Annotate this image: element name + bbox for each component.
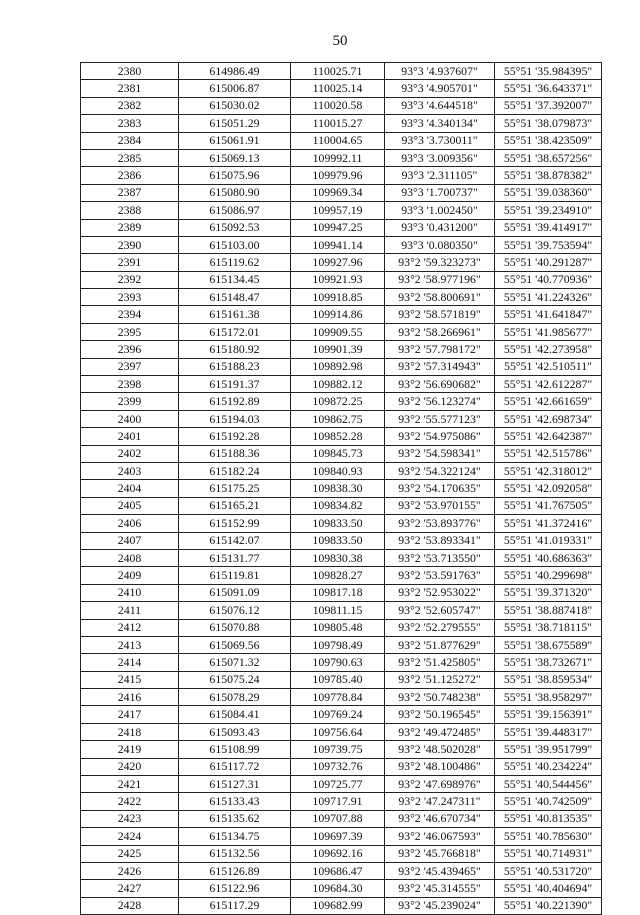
x-coordinate-cell: 615117.72	[179, 758, 291, 775]
latitude-cell: 55°51 '39.753594"	[495, 236, 602, 253]
y-coordinate-cell: 109817.18	[291, 584, 385, 601]
latitude-cell: 55°51 '42.698734"	[495, 410, 602, 427]
x-coordinate-cell: 615134.75	[179, 828, 291, 845]
page-number: 50	[332, 33, 348, 49]
longitude-cell: 93°3 '3.009356"	[385, 149, 495, 166]
table-row	[81, 671, 602, 688]
table-row	[81, 115, 602, 132]
y-coordinate-cell: 110015.27	[291, 115, 385, 132]
longitude-cell: 93°2 '53.893341"	[385, 532, 495, 549]
latitude-cell: 55°51 '40.813535"	[495, 810, 602, 827]
latitude-cell: 55°51 '40.299698"	[495, 567, 602, 584]
longitude-cell: 93°3 '4.905701"	[385, 80, 495, 97]
latitude-cell: 55°51 '40.404694"	[495, 880, 602, 897]
latitude-cell: 55°51 '41.019331"	[495, 532, 602, 549]
point-number-cell: 2419	[81, 741, 179, 758]
y-coordinate-cell: 109834.82	[291, 497, 385, 514]
longitude-cell: 93°2 '54.975086"	[385, 428, 495, 445]
x-coordinate-cell: 615152.99	[179, 515, 291, 532]
table-row	[81, 462, 602, 479]
y-coordinate-cell: 109697.39	[291, 828, 385, 845]
y-coordinate-cell: 110025.71	[291, 63, 385, 80]
table-row	[81, 567, 602, 584]
point-number-cell: 2402	[81, 445, 179, 462]
x-coordinate-cell: 615182.24	[179, 462, 291, 479]
point-number-cell: 2392	[81, 271, 179, 288]
x-coordinate-cell: 615172.01	[179, 323, 291, 340]
table-row	[81, 306, 602, 323]
table-row	[81, 776, 602, 793]
table-row	[81, 428, 602, 445]
table-row	[81, 828, 602, 845]
y-coordinate-cell: 109892.98	[291, 358, 385, 375]
table-row	[81, 549, 602, 566]
latitude-cell: 55°51 '42.318012"	[495, 462, 602, 479]
longitude-cell: 93°3 '0.431200"	[385, 219, 495, 236]
table-row	[81, 289, 602, 306]
point-number-cell: 2400	[81, 410, 179, 427]
y-coordinate-cell: 109732.76	[291, 758, 385, 775]
x-coordinate-cell: 615180.92	[179, 341, 291, 358]
y-coordinate-cell: 109830.38	[291, 549, 385, 566]
table-row	[81, 63, 602, 80]
table-row	[81, 741, 602, 758]
point-number-cell: 2407	[81, 532, 179, 549]
table-row	[81, 358, 602, 375]
table-row	[81, 149, 602, 166]
x-coordinate-cell: 615135.62	[179, 810, 291, 827]
x-coordinate-cell: 615122.96	[179, 880, 291, 897]
point-number-cell: 2414	[81, 654, 179, 671]
longitude-cell: 93°2 '46.670734"	[385, 810, 495, 827]
latitude-cell: 55°51 '42.661659"	[495, 393, 602, 410]
longitude-cell: 93°2 '48.502028"	[385, 741, 495, 758]
point-number-cell: 2384	[81, 132, 179, 149]
y-coordinate-cell: 109957.19	[291, 202, 385, 219]
table-row	[81, 167, 602, 184]
table-row	[81, 97, 602, 114]
latitude-cell: 55°51 '40.686363"	[495, 549, 602, 566]
x-coordinate-cell: 615126.89	[179, 862, 291, 879]
point-number-cell: 2406	[81, 515, 179, 532]
x-coordinate-cell: 615165.21	[179, 497, 291, 514]
x-coordinate-cell: 615175.25	[179, 480, 291, 497]
table-row	[81, 236, 602, 253]
x-coordinate-cell: 615117.29	[179, 897, 291, 914]
latitude-cell: 55°51 '35.984395"	[495, 63, 602, 80]
longitude-cell: 93°2 '53.970155"	[385, 497, 495, 514]
y-coordinate-cell: 109725.77	[291, 776, 385, 793]
point-number-cell: 2396	[81, 341, 179, 358]
table-row	[81, 410, 602, 427]
longitude-cell: 93°3 '1.700737"	[385, 184, 495, 201]
point-number-cell: 2426	[81, 862, 179, 879]
x-coordinate-cell: 615069.56	[179, 636, 291, 653]
y-coordinate-cell: 109778.84	[291, 689, 385, 706]
x-coordinate-cell: 615148.47	[179, 289, 291, 306]
point-number-cell: 2408	[81, 549, 179, 566]
longitude-cell: 93°3 '1.002450"	[385, 202, 495, 219]
y-coordinate-cell: 109717.91	[291, 793, 385, 810]
x-coordinate-cell: 615133.43	[179, 793, 291, 810]
point-number-cell: 2421	[81, 776, 179, 793]
x-coordinate-cell: 615092.53	[179, 219, 291, 236]
longitude-cell: 93°2 '58.800691"	[385, 289, 495, 306]
latitude-cell: 55°51 '38.718115"	[495, 619, 602, 636]
point-number-cell: 2401	[81, 428, 179, 445]
point-number-cell: 2420	[81, 758, 179, 775]
x-coordinate-cell: 615093.43	[179, 723, 291, 740]
longitude-cell: 93°2 '50.748238"	[385, 689, 495, 706]
point-number-cell: 2380	[81, 63, 179, 80]
latitude-cell: 55°51 '40.531720"	[495, 862, 602, 879]
y-coordinate-cell: 109909.55	[291, 323, 385, 340]
x-coordinate-cell: 615070.88	[179, 619, 291, 636]
point-number-cell: 2393	[81, 289, 179, 306]
y-coordinate-cell: 109769.24	[291, 706, 385, 723]
latitude-cell: 55°51 '38.657256"	[495, 149, 602, 166]
point-number-cell: 2385	[81, 149, 179, 166]
latitude-cell: 55°51 '40.234224"	[495, 758, 602, 775]
longitude-cell: 93°2 '53.591763"	[385, 567, 495, 584]
longitude-cell: 93°3 '0.080350"	[385, 236, 495, 253]
point-number-cell: 2427	[81, 880, 179, 897]
table-row	[81, 219, 602, 236]
point-number-cell: 2413	[81, 636, 179, 653]
x-coordinate-cell: 615086.97	[179, 202, 291, 219]
table-row	[81, 689, 602, 706]
x-coordinate-cell: 615134.45	[179, 271, 291, 288]
table-row	[81, 532, 602, 549]
point-number-cell: 2415	[81, 671, 179, 688]
latitude-cell: 55°51 '36.643371"	[495, 80, 602, 97]
x-coordinate-cell: 615142.07	[179, 532, 291, 549]
y-coordinate-cell: 109756.64	[291, 723, 385, 740]
x-coordinate-cell: 615069.13	[179, 149, 291, 166]
x-coordinate-cell: 615194.03	[179, 410, 291, 427]
y-coordinate-cell: 109684.30	[291, 880, 385, 897]
latitude-cell: 55°51 '41.641847"	[495, 306, 602, 323]
point-number-cell: 2381	[81, 80, 179, 97]
y-coordinate-cell: 109790.63	[291, 654, 385, 671]
table-row	[81, 515, 602, 532]
latitude-cell: 55°51 '42.612287"	[495, 376, 602, 393]
y-coordinate-cell: 109927.96	[291, 254, 385, 271]
latitude-cell: 55°51 '38.423509"	[495, 132, 602, 149]
y-coordinate-cell: 109921.93	[291, 271, 385, 288]
longitude-cell: 93°2 '45.239024"	[385, 897, 495, 914]
latitude-cell: 55°51 '40.544456"	[495, 776, 602, 793]
point-number-cell: 2397	[81, 358, 179, 375]
x-coordinate-cell: 615127.31	[179, 776, 291, 793]
longitude-cell: 93°2 '46.067593"	[385, 828, 495, 845]
x-coordinate-cell: 615091.09	[179, 584, 291, 601]
latitude-cell: 55°51 '41.224326"	[495, 289, 602, 306]
table-row	[81, 584, 602, 601]
table-row	[81, 445, 602, 462]
longitude-cell: 93°2 '56.690682"	[385, 376, 495, 393]
longitude-cell: 93°2 '50.196545"	[385, 706, 495, 723]
table-row	[81, 897, 602, 914]
longitude-cell: 93°2 '58.571819"	[385, 306, 495, 323]
point-number-cell: 2423	[81, 810, 179, 827]
y-coordinate-cell: 109686.47	[291, 862, 385, 879]
latitude-cell: 55°51 '38.958297"	[495, 689, 602, 706]
longitude-cell: 93°2 '56.123274"	[385, 393, 495, 410]
table-row	[81, 80, 602, 97]
point-number-cell: 2405	[81, 497, 179, 514]
y-coordinate-cell: 109979.96	[291, 167, 385, 184]
latitude-cell: 55°51 '38.675589"	[495, 636, 602, 653]
y-coordinate-cell: 109692.16	[291, 845, 385, 862]
table-row	[81, 393, 602, 410]
longitude-cell: 93°2 '53.713550"	[385, 549, 495, 566]
point-number-cell: 2391	[81, 254, 179, 271]
latitude-cell: 55°51 '38.887418"	[495, 602, 602, 619]
longitude-cell: 93°2 '54.598341"	[385, 445, 495, 462]
latitude-cell: 55°51 '40.291287"	[495, 254, 602, 271]
longitude-cell: 93°3 '4.340134"	[385, 115, 495, 132]
latitude-cell: 55°51 '39.038360"	[495, 184, 602, 201]
longitude-cell: 93°2 '45.766818"	[385, 845, 495, 862]
point-number-cell: 2394	[81, 306, 179, 323]
point-number-cell: 2422	[81, 793, 179, 810]
point-number-cell: 2382	[81, 97, 179, 114]
point-number-cell: 2398	[81, 376, 179, 393]
longitude-cell: 93°2 '58.266961"	[385, 323, 495, 340]
latitude-cell: 55°51 '39.371320"	[495, 584, 602, 601]
y-coordinate-cell: 109785.40	[291, 671, 385, 688]
table-row	[81, 254, 602, 271]
longitude-cell: 93°2 '51.125272"	[385, 671, 495, 688]
point-number-cell: 2389	[81, 219, 179, 236]
x-coordinate-cell: 614986.49	[179, 63, 291, 80]
x-coordinate-cell: 615188.23	[179, 358, 291, 375]
point-number-cell: 2409	[81, 567, 179, 584]
point-number-cell: 2388	[81, 202, 179, 219]
table-row	[81, 654, 602, 671]
latitude-cell: 55°51 '39.234910"	[495, 202, 602, 219]
table-row	[81, 793, 602, 810]
latitude-cell: 55°51 '42.510511"	[495, 358, 602, 375]
x-coordinate-cell: 615080.90	[179, 184, 291, 201]
y-coordinate-cell: 109862.75	[291, 410, 385, 427]
table-row	[81, 376, 602, 393]
x-coordinate-cell: 615131.77	[179, 549, 291, 566]
longitude-cell: 93°2 '54.322124"	[385, 462, 495, 479]
x-coordinate-cell: 615071.32	[179, 654, 291, 671]
point-number-cell: 2403	[81, 462, 179, 479]
table-row	[81, 497, 602, 514]
table-row	[81, 619, 602, 636]
x-coordinate-cell: 615119.81	[179, 567, 291, 584]
y-coordinate-cell: 109840.93	[291, 462, 385, 479]
point-number-cell: 2404	[81, 480, 179, 497]
point-number-cell: 2387	[81, 184, 179, 201]
x-coordinate-cell: 615076.12	[179, 602, 291, 619]
y-coordinate-cell: 109845.73	[291, 445, 385, 462]
table-row	[81, 480, 602, 497]
table-row	[81, 132, 602, 149]
latitude-cell: 55°51 '39.951799"	[495, 741, 602, 758]
longitude-cell: 93°2 '58.977196"	[385, 271, 495, 288]
y-coordinate-cell: 109838.30	[291, 480, 385, 497]
x-coordinate-cell: 615192.89	[179, 393, 291, 410]
x-coordinate-cell: 615030.02	[179, 97, 291, 114]
x-coordinate-cell: 615108.99	[179, 741, 291, 758]
y-coordinate-cell: 109805.48	[291, 619, 385, 636]
point-number-cell: 2424	[81, 828, 179, 845]
table-row	[81, 202, 602, 219]
table-row	[81, 602, 602, 619]
point-number-cell: 2418	[81, 723, 179, 740]
y-coordinate-cell: 109833.50	[291, 515, 385, 532]
longitude-cell: 93°2 '57.798172"	[385, 341, 495, 358]
y-coordinate-cell: 109901.39	[291, 341, 385, 358]
latitude-cell: 55°51 '41.985677"	[495, 323, 602, 340]
point-number-cell: 2390	[81, 236, 179, 253]
point-number-cell: 2395	[81, 323, 179, 340]
longitude-cell: 93°2 '52.953022"	[385, 584, 495, 601]
y-coordinate-cell: 109914.86	[291, 306, 385, 323]
longitude-cell: 93°2 '52.605747"	[385, 602, 495, 619]
point-number-cell: 2425	[81, 845, 179, 862]
point-number-cell: 2412	[81, 619, 179, 636]
latitude-cell: 55°51 '38.859534"	[495, 671, 602, 688]
table-row	[81, 271, 602, 288]
longitude-cell: 93°2 '45.314555"	[385, 880, 495, 897]
latitude-cell: 55°51 '38.878382"	[495, 167, 602, 184]
longitude-cell: 93°2 '51.425805"	[385, 654, 495, 671]
x-coordinate-cell: 615006.87	[179, 80, 291, 97]
y-coordinate-cell: 109682.99	[291, 897, 385, 914]
point-number-cell: 2416	[81, 689, 179, 706]
table-row	[81, 758, 602, 775]
y-coordinate-cell: 110020.58	[291, 97, 385, 114]
point-number-cell: 2428	[81, 897, 179, 914]
longitude-cell: 93°2 '47.698976"	[385, 776, 495, 793]
longitude-cell: 93°2 '45.439465"	[385, 862, 495, 879]
table-row	[81, 636, 602, 653]
latitude-cell: 55°51 '39.156391"	[495, 706, 602, 723]
y-coordinate-cell: 109852.28	[291, 428, 385, 445]
longitude-cell: 93°3 '2.311105"	[385, 167, 495, 184]
latitude-cell: 55°51 '38.079873"	[495, 115, 602, 132]
x-coordinate-cell: 615188.36	[179, 445, 291, 462]
longitude-cell: 93°3 '3.730011"	[385, 132, 495, 149]
y-coordinate-cell: 109882.12	[291, 376, 385, 393]
latitude-cell: 55°51 '39.448317"	[495, 723, 602, 740]
point-number-cell: 2410	[81, 584, 179, 601]
latitude-cell: 55°51 '41.372416"	[495, 515, 602, 532]
x-coordinate-cell: 615191.37	[179, 376, 291, 393]
y-coordinate-cell: 109739.75	[291, 741, 385, 758]
longitude-cell: 93°2 '55.577123"	[385, 410, 495, 427]
x-coordinate-cell: 615075.24	[179, 671, 291, 688]
table-row	[81, 323, 602, 340]
x-coordinate-cell: 615119.62	[179, 254, 291, 271]
x-coordinate-cell: 615051.29	[179, 115, 291, 132]
x-coordinate-cell: 615192.28	[179, 428, 291, 445]
longitude-cell: 93°2 '57.314943"	[385, 358, 495, 375]
x-coordinate-cell: 615132.56	[179, 845, 291, 862]
coordinates-table	[80, 62, 602, 915]
table-row	[81, 706, 602, 723]
point-number-cell: 2399	[81, 393, 179, 410]
y-coordinate-cell: 109833.50	[291, 532, 385, 549]
x-coordinate-cell: 615084.41	[179, 706, 291, 723]
latitude-cell: 55°51 '42.273958"	[495, 341, 602, 358]
y-coordinate-cell: 109811.15	[291, 602, 385, 619]
point-number-cell: 2386	[81, 167, 179, 184]
x-coordinate-cell: 615103.00	[179, 236, 291, 253]
latitude-cell: 55°51 '40.770936"	[495, 271, 602, 288]
table-row	[81, 845, 602, 862]
x-coordinate-cell: 615078.29	[179, 689, 291, 706]
longitude-cell: 93°2 '54.170635"	[385, 480, 495, 497]
latitude-cell: 55°51 '40.785630"	[495, 828, 602, 845]
point-number-cell: 2417	[81, 706, 179, 723]
longitude-cell: 93°2 '48.100486"	[385, 758, 495, 775]
y-coordinate-cell: 110004.65	[291, 132, 385, 149]
x-coordinate-cell: 615161.38	[179, 306, 291, 323]
table-row	[81, 184, 602, 201]
y-coordinate-cell: 109969.34	[291, 184, 385, 201]
longitude-cell: 93°2 '47.247311"	[385, 793, 495, 810]
latitude-cell: 55°51 '40.221390"	[495, 897, 602, 914]
table-row	[81, 862, 602, 879]
latitude-cell: 55°51 '41.767505"	[495, 497, 602, 514]
y-coordinate-cell: 109798.49	[291, 636, 385, 653]
longitude-cell: 93°2 '59.323273"	[385, 254, 495, 271]
table-row	[81, 341, 602, 358]
latitude-cell: 55°51 '42.515786"	[495, 445, 602, 462]
point-number-cell: 2383	[81, 115, 179, 132]
longitude-cell: 93°2 '49.472485"	[385, 723, 495, 740]
y-coordinate-cell: 109992.11	[291, 149, 385, 166]
longitude-cell: 93°2 '51.877629"	[385, 636, 495, 653]
latitude-cell: 55°51 '37.392007"	[495, 97, 602, 114]
x-coordinate-cell: 615075.96	[179, 167, 291, 184]
y-coordinate-cell: 109941.14	[291, 236, 385, 253]
y-coordinate-cell: 109828.27	[291, 567, 385, 584]
y-coordinate-cell: 109872.25	[291, 393, 385, 410]
table-row	[81, 880, 602, 897]
longitude-cell: 93°2 '53.893776"	[385, 515, 495, 532]
x-coordinate-cell: 615061.91	[179, 132, 291, 149]
latitude-cell: 55°51 '40.714931"	[495, 845, 602, 862]
table-row	[81, 810, 602, 827]
point-number-cell: 2411	[81, 602, 179, 619]
table-row	[81, 723, 602, 740]
longitude-cell: 93°2 '52.279555"	[385, 619, 495, 636]
longitude-cell: 93°3 '4.644518"	[385, 97, 495, 114]
longitude-cell: 93°3 '4.937607"	[385, 63, 495, 80]
y-coordinate-cell: 109918.85	[291, 289, 385, 306]
table-body	[81, 63, 602, 915]
y-coordinate-cell: 109947.25	[291, 219, 385, 236]
y-coordinate-cell: 110025.14	[291, 80, 385, 97]
latitude-cell: 55°51 '42.092058"	[495, 480, 602, 497]
y-coordinate-cell: 109707.88	[291, 810, 385, 827]
latitude-cell: 55°51 '42.642387"	[495, 428, 602, 445]
latitude-cell: 55°51 '40.742509"	[495, 793, 602, 810]
latitude-cell: 55°51 '38.732671"	[495, 654, 602, 671]
latitude-cell: 55°51 '39.414917"	[495, 219, 602, 236]
